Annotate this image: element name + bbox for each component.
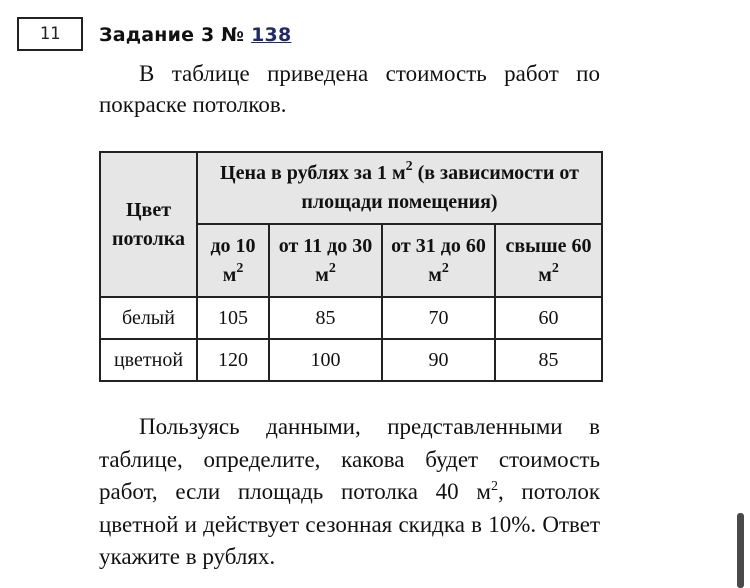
question-text-part1: Пользуясь данными, представленными в таблице, определите, какова будет стоимость работ, если площадь потолка 40 м — [99, 414, 600, 504]
question-text-part2: , потолок цветной и действует сезонная скидка в 10%. Ответ укажите в рублях. — [99, 479, 601, 569]
column-header-11-to-30: от 11 до 30 $м^2$ — [269, 224, 382, 297]
price-group-header: Цена в рублях за 1 $м^2$ (в зависимости от площади помещения) — [197, 152, 602, 224]
price-cell: 85 — [495, 339, 602, 381]
task-number: 11 — [39, 24, 61, 44]
task-title: Задание 3 № — [99, 24, 252, 46]
price-cell: 120 — [197, 339, 269, 381]
question-paragraph — [99, 411, 600, 574]
column-header-31-to-60: от 31 до 60 $м^2$ — [382, 224, 495, 297]
table-row — [100, 297, 602, 339]
scrollbar-thumb[interactable] — [737, 513, 744, 588]
intro-paragraph — [99, 58, 600, 120]
question-superscript: 2 — [490, 479, 498, 494]
price-cell: 60 — [495, 297, 602, 339]
price-cell: 70 — [382, 297, 495, 339]
intro-text: В таблице приведена стоимость работ по покраске потолков. — [99, 61, 600, 117]
row-color: белый — [100, 297, 197, 339]
column-header-over-60: свыше 60 $м^2$ — [495, 224, 602, 297]
price-cell: 90 — [382, 339, 495, 381]
price-cell: 105 — [197, 297, 269, 339]
row-color: цветной — [100, 339, 197, 381]
column-header-up-to-10: до 10 $м^2$ — [197, 224, 269, 297]
task-number-box — [17, 17, 83, 51]
problem-id-link[interactable]: 138 — [251, 24, 292, 46]
price-cell: 100 — [269, 339, 382, 381]
task-header — [99, 24, 291, 46]
color-column-header: Цвет потолка — [100, 152, 197, 297]
table-row — [100, 339, 602, 381]
price-table — [99, 151, 603, 382]
price-cell: 85 — [269, 297, 382, 339]
